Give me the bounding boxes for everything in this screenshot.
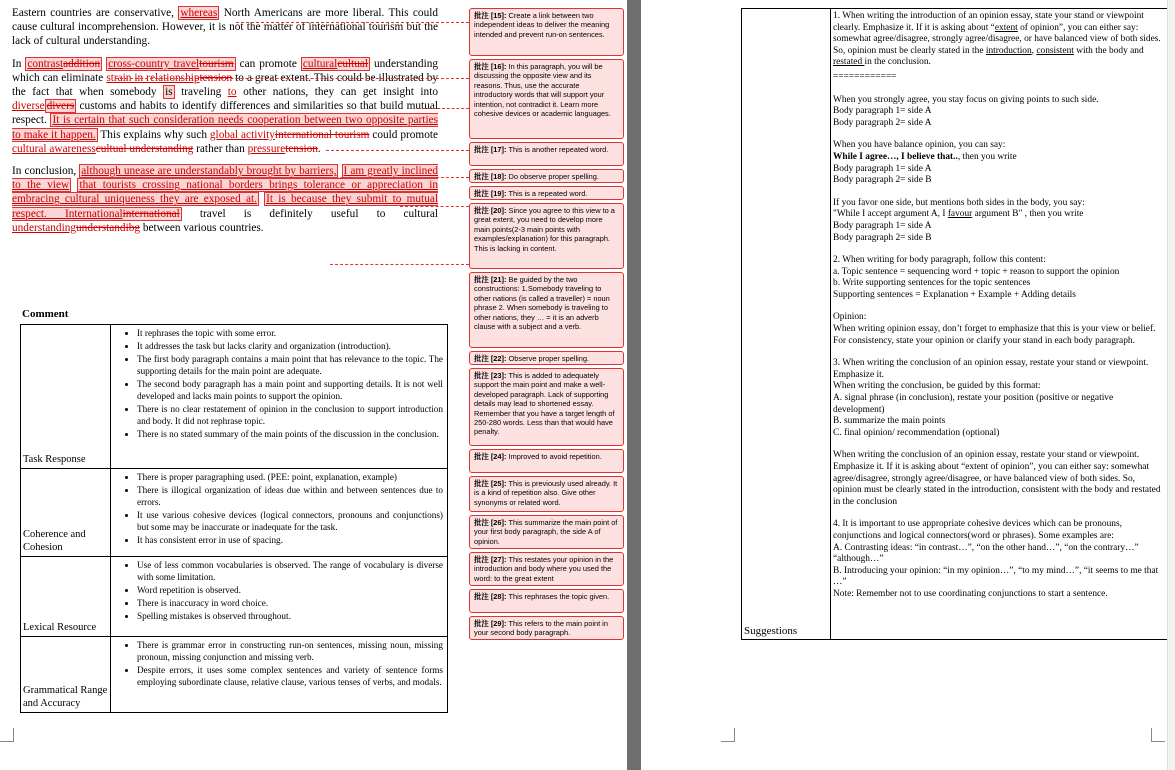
rubric-point: • Word repetition is observed. — [137, 584, 443, 596]
rubric-point: • The second body paragraph has a main point and supporting details. It is not well developed and lacks main points to support the opinion. — [137, 378, 443, 402]
page-corner-mark — [721, 728, 735, 742]
deleted-word[interactable]: tension — [199, 71, 233, 84]
comment-balloon[interactable]: 批注 [25]: This is previously used already. It is a kind of repetition also. Give other synonyms or related word. — [469, 476, 624, 512]
deleted-word[interactable]: understandibg — [76, 221, 141, 234]
rubric-point: • It has consistent error in use of spacing. — [137, 534, 443, 546]
rubric-point: • There is no stated summary of the main points of the discussion in the conclusion. — [137, 428, 443, 440]
rubric-point: • There is proper paragraphing used. (PEE: point, explanation, example) — [137, 471, 443, 483]
inserted-sentence[interactable]: It is because they submit to mutual respect. International — [12, 193, 438, 220]
rubric-row — [21, 557, 448, 637]
deleted-word[interactable]: tension — [285, 142, 318, 155]
rubric-point: • It use various cohesive devices (logical connectors, pronouns and conjunctions) but some may be inaccurate or inadequate for the task. — [137, 509, 443, 533]
inserted-word[interactable]: to — [227, 86, 237, 99]
inserted-word[interactable]: understanding — [12, 221, 77, 234]
inserted-word[interactable]: cross-country travel — [108, 57, 200, 70]
inserted-sentence[interactable]: It is certain that such consideration needs cooperation between two opposite parties to make it happen. — [12, 114, 438, 141]
rubric-table — [20, 324, 448, 713]
suggestions-page — [641, 0, 1175, 770]
rubric-criterion: Lexical Resource — [21, 557, 111, 637]
comment-balloon[interactable]: 批注 [29]: This refers to the main point in your second body paragraph. — [469, 616, 624, 640]
comment-balloon[interactable]: 批注 [24]: Improved to avoid repetition. — [469, 449, 624, 473]
comment-balloon[interactable]: 批注 [27]: This restates your opinion in the introduction and body where you used the word: to the great extent — [469, 552, 624, 586]
comment-balloon[interactable]: 批注 [23]: This is added to adequately support the main point and make a well-developed paragraph. Lack of supporting details may lead to shortened essay. Remember that you have a target length of 250-280 words. Less than that would have penalty. — [469, 368, 624, 446]
rubric-description — [111, 637, 448, 713]
suggestions-label: Suggestions — [744, 625, 798, 637]
comment-connector — [250, 177, 469, 178]
inserted-word[interactable]: contrast — [27, 57, 64, 70]
rubric-point: • There is inaccuracy in word choice. — [137, 597, 443, 609]
page-corner-mark — [1151, 728, 1165, 742]
comment-balloon[interactable]: 批注 [20]: Since you agree to this view to a great extent, you need to develop more main points(2-3 main points with examples/explanation) for this paragraph. This is lacking in content. — [469, 203, 624, 269]
rubric-point: • Use of less common vocabularies is observed. The range of vocabulary is diverse with some limitation. — [137, 559, 443, 583]
deleted-word[interactable]: cultual — [337, 57, 369, 70]
deleted-word[interactable]: international tourism — [274, 128, 370, 141]
deleted-word[interactable]: cultual understanding — [95, 142, 194, 155]
deleted-word[interactable]: tourism — [199, 57, 234, 70]
comment-connector — [330, 264, 469, 265]
inserted-word[interactable]: diverse — [12, 100, 45, 113]
essay-paragraph-intro[interactable]: Eastern countries are conservative, whereas North Americans are more liberal. This could cause cultural incomprehension. However, it is not the matter of international tourism but the lack of cultural understanding. — [12, 7, 438, 48]
deleted-word[interactable]: international — [122, 207, 180, 220]
inserted-word[interactable]: strain in relationship — [106, 71, 200, 84]
rubric-point: • There is illogical organization of ideas due within and between sentences due to errors. — [137, 484, 443, 508]
suggestions-label-cell — [742, 9, 831, 639]
comment-connector — [115, 78, 469, 79]
essay-paragraph-body[interactable]: In contrastaddition cross-country traveltourism can promote culturalcultual understanding which can eliminate strain in relationshiptension to a great extent. This could be illustrated by the fact that when somebody is traveling to other nations, they can get insight into diverse divers customs and habits to identify differences and similarities so that build mutual respect. It is certain that such consideration needs cooperation between two opposite parties to make it happen. This explains why such global activityinternational tourism could promote cultural awarenesscultual understanding rather than pressuretension. — [12, 57, 439, 155]
essay-body[interactable] — [12, 6, 438, 243]
comment-connector — [326, 150, 469, 151]
rubric-point: • It rephrases the topic with some error. — [137, 327, 443, 339]
inserted-word[interactable]: pressure — [247, 142, 286, 155]
comment-balloon[interactable]: 批注 [15]: Create a link between two independent ideas to deliver the meaning intended and prevent run-on sentences. — [469, 8, 624, 56]
comment-balloon[interactable]: 批注 [16]: In this paragraph, you will be discussing the opposite view and its reasons. Thus, use the accurate introductory words that will support your intention, not contradict it. Learn more cohesive devices or academic languages. — [469, 59, 624, 139]
comment-balloon[interactable]: 批注 [22]: Observe proper spelling. — [469, 351, 624, 365]
comment-balloon[interactable]: 批注 [17]: This is another repeated word. — [469, 142, 624, 166]
comment-balloon[interactable]: 批注 [21]: Be guided by the two constructions: 1.Somebody traveling to other nations (is called a traveller) = noun phrase 2. When somebody is traveling to other nations, they … = it is an adverb clause with a subject and a verb. — [469, 272, 624, 348]
comment-balloons[interactable] — [469, 8, 624, 643]
separator-rule: ============ — [833, 71, 897, 82]
rubric-title: Comment — [22, 308, 69, 320]
essay-paragraph-conclusion[interactable]: In conclusion, although unease are understandably brought by barriers, I am greatly inclined to the view that tourists crossing national borders brings tolerance or appreciation in embracing cultural uniqueness they are exposed at. It is because they submit to mutual respect. Internationalinternational travel is definitely useful to cultural understandingunderstandibg between various countries. — [12, 165, 439, 234]
deleted-word[interactable]: divers — [46, 100, 75, 113]
rubric-row — [21, 325, 448, 469]
deleted-word[interactable]: addition — [63, 57, 101, 70]
suggestion-item: 1. When writing the introduction of an opinion essay, state your stand or viewpoint clearly. Emphasize it. If it is asking about “extent of opinion”, you can either say: somewhat agree/disagree, strongly agree/disagree, or have balanced view of both sides. So, opinion must be clearly stated in the introduction, consistent with the body and restated in the conclusion. — [833, 11, 1161, 68]
comment-balloon[interactable]: 批注 [18]: Do observe proper spelling. — [469, 169, 624, 183]
rubric-row — [21, 637, 448, 713]
rubric-point: • There is grammar error in constructing run-on sentences, missing noun, missing pronoun, missing conjunction and missing verb. — [137, 639, 443, 663]
rubric-row — [21, 469, 448, 557]
suggestions-table — [741, 8, 1169, 640]
comment-balloon[interactable]: 批注 [26]: This summarize the main point of your first body paragraph, the side A of opinion. — [469, 515, 624, 549]
inserted-clause[interactable]: although unease are understandably brought by barriers, — [81, 165, 337, 178]
rubric-point: • It addresses the task but lacks clarity and organization (introduction). — [137, 340, 443, 352]
inserted-clause[interactable]: I am greatly inclined to the view — [12, 165, 438, 192]
suggestion-item: 3. When writing the conclusion of an opinion essay, restate your stand or viewpoint. Emphasize it. — [833, 358, 1149, 380]
inserted-clause[interactable]: that tourists crossing national borders brings tolerance or appreciation in embracing cultural uniqueness they are exposed at. — [12, 179, 438, 206]
rubric-point: • Despite errors, it uses some complex sentences and variety of sentence forms employing subordinate clause, relative clause, various tenses of verbs, and modals. — [137, 664, 443, 688]
comment-balloon[interactable]: 批注 [19]: This is a repeated word. — [469, 186, 624, 200]
comment-connector — [236, 22, 469, 23]
comment-balloon[interactable]: 批注 [28]: This rephrases the topic given. — [469, 589, 624, 613]
comment-connector — [400, 206, 469, 207]
highlighted-word[interactable]: is — [165, 86, 173, 99]
suggestion-item: 2. When writing for body paragraph, follow this content: — [833, 255, 1046, 266]
rubric-point: • Spelling mistakes is observed throughout. — [137, 610, 443, 622]
inserted-word[interactable]: cultural — [302, 57, 338, 70]
rubric-point: • The first body paragraph contains a main point that has relevance to the topic. The supporting details for the main point are adequate. — [137, 353, 443, 377]
rubric-description — [111, 557, 448, 637]
vertical-scrollbar[interactable] — [1167, 0, 1175, 770]
page-corner-mark — [0, 728, 14, 742]
rubric-criterion: Task Response — [21, 325, 111, 469]
comment-connector — [418, 108, 469, 109]
inserted-word[interactable]: cultural awareness — [12, 142, 96, 155]
rubric-description — [111, 469, 448, 557]
inserted-word[interactable]: global activity — [209, 128, 275, 141]
rubric-criterion: Grammatical Range and Accuracy — [21, 637, 111, 713]
inserted-word[interactable]: whereas — [180, 7, 218, 19]
suggestions-text[interactable]: 1. When writing the introduction of an opinion essay, state your stand or viewpoint clearly. Emphasize it. If it is asking about “extent of opinion”, you can either say: somewhat agree/disagree, strongly agree/disagree, or have balanced view of both sides. So, opinion must be clearly stated in the introduction, consistent with the body and restated in the conclusion. ============ When you strongly agree, you stay focus on giving points to such side. Body paragraph 1= side A Body paragraph 2= side A When you have balance opinion, you can say: While I agree…, I believe that.., then you write Body paragraph 1= side A Body paragraph 2= side B If you favor one side, but mentions both sides in the body, you say: "While I accept argument A, I favour argument B" , then you write Body paragraph 1= side A Body paragraph 2= side B 2. When writing for body paragraph, follow this content: a. Topic sentence = sequencing word + topic + reason to support the opinion b. Write supporting sentences for the topic sentences Supporting sentences = Explanation + Example + Adding details Opinion: When writing opinion essay, don’t forget to emphasize that this is your view or belief. For consistency, state your opinion or clarify your stand in each body paragraph. 3. When writing the conclusion of an opinion essay, restate your stand or viewpoint. Emphasize it. When writing the conclusion, be guided by this format: A. signal phrase (in conclusion), restate your position (positive or negative development) B. summarize the main points C. final opinion/ recommendation (optional) When writing the conclusion of an opinion essay, restate your stand or viewpoint. Emphasize it. If it is asking about “extent of opinion”, you can either say: somewhat agree/disagree, strongly agree/disagree, or have balanced view of both sides. So, opinion must be clearly stated in the introduction, consistent with the body and restated in the conclusion 4. It is important to use appropriate cohesive devices which can be pronouns, conjunctions and logical connectors(word or phrases). Some examples are: A. Contrasting ideas: “in contrast…”, “on the other hand…”, “on the contrary…” “although…” B. Introducing your opinion: “in my opinion…”, “to my mind…”, “it seems to me that …” Note: Remember not to use coordinating conjunctions to start a sentence. — [833, 11, 1164, 601]
suggestion-item: 4. It is important to use appropriate cohesive devices which can be pronouns, conjunctions and logical connectors(word or phrases). Some examples are: — [833, 519, 1122, 541]
rubric-point: • There is no clear restatement of opinion in the conclusion to support introduction and body. It did not rephrase topic. — [137, 403, 443, 427]
page-divider — [627, 0, 641, 770]
rubric-description — [111, 325, 448, 469]
rubric-criterion: Coherence and Cohesion — [21, 469, 111, 557]
